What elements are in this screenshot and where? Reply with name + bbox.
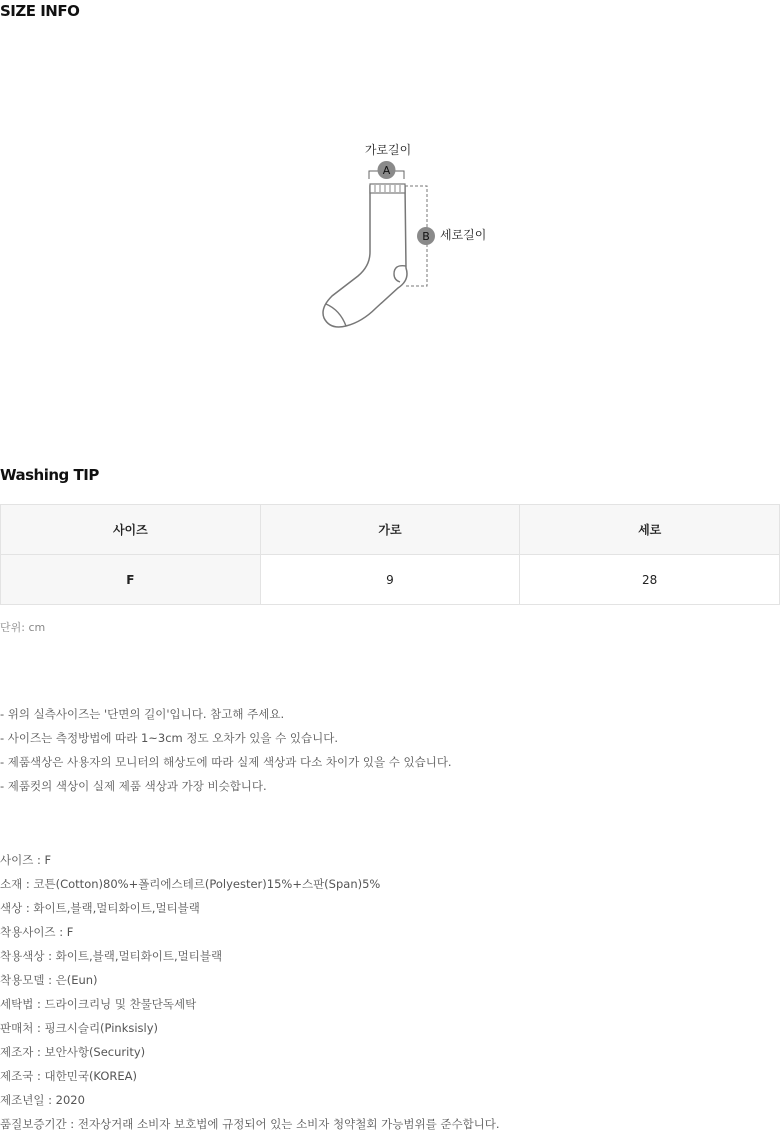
spec-item: 제조자 : 보안사항(Security) bbox=[0, 1045, 146, 1059]
spec-item: 착용색상 : 화이트,블랙,멀티화이트,멀티블랙 bbox=[0, 949, 223, 963]
spec-item: 소재 : 코튼(Cotton)80%+폴리에스테르(Polyester)15%+스판(Span)5% bbox=[0, 877, 381, 891]
column-header-size: 사이즈 bbox=[1, 505, 261, 555]
note-item: - 제품색상은 사용자의 모니터의 해상도에 따라 실제 색상과 다소 차이가 있을 수 있습니다. bbox=[0, 755, 452, 769]
product-specs bbox=[0, 851, 500, 1137]
marker-a-text: A bbox=[382, 164, 391, 177]
cell-width: 9 bbox=[260, 555, 520, 605]
note-item: - 위의 실측사이즈는 '단면의 길이'입니다. 참고해 주세요. bbox=[0, 707, 285, 721]
spec-item: 제조년일 : 2020 bbox=[0, 1093, 85, 1107]
sock-size-diagram bbox=[300, 140, 520, 340]
spec-item: 제조국 : 대한민국(KOREA) bbox=[0, 1069, 138, 1083]
spec-item: 판매처 : 핑크시슬리(Pinksisly) bbox=[0, 1021, 159, 1035]
spec-item: 세탁법 : 드라이크리닝 및 찬물단독세탁 bbox=[0, 997, 197, 1011]
cell-size: F bbox=[1, 555, 261, 605]
column-header-height: 세로 bbox=[520, 505, 780, 555]
cell-height: 28 bbox=[520, 555, 780, 605]
spec-item: 착용모델 : 은(Eun) bbox=[0, 973, 98, 987]
width-label: 가로길이 bbox=[364, 143, 412, 157]
sock-outline bbox=[323, 186, 407, 327]
column-header-width: 가로 bbox=[260, 505, 520, 555]
note-item: - 제품컷의 색상이 실제 제품 색상과 가장 비슷합니다. bbox=[0, 779, 267, 793]
spec-item: 착용사이즈 : F bbox=[0, 925, 74, 939]
table-header-row bbox=[1, 505, 780, 555]
spec-item: 색상 : 화이트,블랙,멀티화이트,멀티블랙 bbox=[0, 901, 200, 915]
spec-item: 품질보증기간 : 전자상거래 소비자 보호법에 규정되어 있는 소비자 청약철회 가능범위를 준수합니다. bbox=[0, 1117, 500, 1131]
washing-tip-title: Washing TIP bbox=[0, 466, 99, 484]
note-item: - 사이즈는 측정방법에 따라 1~3cm 정도 오차가 있을 수 있습니다. bbox=[0, 731, 339, 745]
unit-note: 단위: cm bbox=[0, 621, 46, 634]
size-table bbox=[0, 504, 780, 605]
measurement-notes bbox=[0, 705, 452, 801]
sock-diagram-svg bbox=[300, 140, 520, 340]
spec-item: 사이즈 : F bbox=[0, 853, 52, 867]
height-label: 세로길이 bbox=[440, 228, 487, 242]
table-row bbox=[1, 555, 780, 605]
marker-b-text: B bbox=[422, 230, 430, 243]
size-info-title: SIZE INFO bbox=[0, 2, 80, 20]
